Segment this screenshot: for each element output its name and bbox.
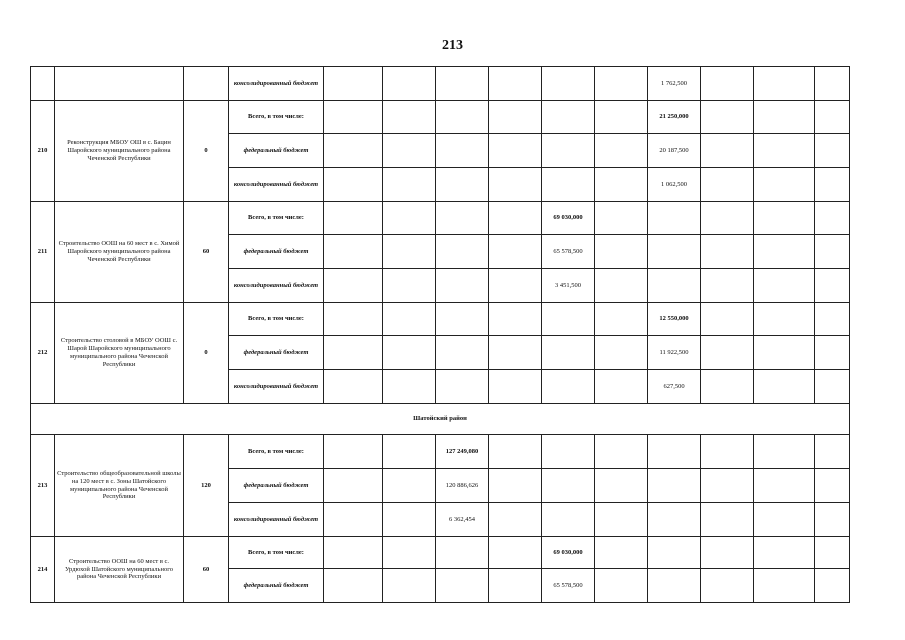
row-number: 211 — [31, 202, 55, 303]
source-federal: федеральный бюджет — [229, 469, 324, 503]
source-total: Всего, в том числе: — [229, 537, 324, 569]
capacity: 0 — [184, 303, 229, 404]
table-row — [31, 303, 850, 336]
table-row — [31, 202, 850, 235]
source-consolidated: консолидированный бюджет — [229, 503, 324, 537]
project-name: Строительство ООШ на 60 мест в с. Урдюхой Шатойского муниципального района Чеченской Республики — [55, 537, 184, 603]
project-name: Строительство ООШ на 60 мест в с. Химой Шаройского муниципального района Чеченской Республики — [55, 202, 184, 303]
table-row — [31, 537, 850, 569]
value-cell: 627,500 — [648, 370, 701, 404]
value-cell: 12 550,000 — [648, 303, 701, 336]
source-consolidated: консолидированный бюджет — [229, 370, 324, 404]
row-number: 210 — [31, 101, 55, 202]
project-name: Строительство столовой в МБОУ ООШ с. Шарой Шаройского муниципального муниципального района Чеченской Республики — [55, 303, 184, 404]
source-total: Всего, в том числе: — [229, 202, 324, 235]
value-cell: 65 578,500 — [542, 569, 595, 603]
budget-table — [30, 66, 850, 603]
value-cell: 1 762,500 — [648, 67, 701, 101]
row-number: 214 — [31, 537, 55, 603]
source-total: Всего, в том числе: — [229, 303, 324, 336]
value-cell: 21 250,000 — [648, 101, 701, 134]
table-row — [31, 67, 850, 101]
source-consolidated: консолидированный бюджет — [229, 269, 324, 303]
capacity: 0 — [184, 101, 229, 202]
value-cell: 3 451,500 — [542, 269, 595, 303]
row-number: 212 — [31, 303, 55, 404]
value-cell: 69 030,000 — [542, 537, 595, 569]
source-consolidated: консолидированный бюджет — [229, 168, 324, 202]
project-name: Реконструкция МБОУ ОШ в с. Бацин Шаройского муниципального района Чеченской Республики — [55, 101, 184, 202]
value-cell: 6 362,454 — [436, 503, 489, 537]
source-federal: федеральный бюджет — [229, 235, 324, 269]
source-federal: федеральный бюджет — [229, 134, 324, 168]
row-number: 213 — [31, 435, 55, 537]
value-cell: 1 062,500 — [648, 168, 701, 202]
value-cell: 127 249,080 — [436, 435, 489, 469]
source-consolidated: консолидированный бюджет — [229, 67, 324, 101]
page-number: 213 — [442, 38, 463, 53]
region-header: Шатойский район — [31, 404, 850, 435]
value-cell: 69 030,000 — [542, 202, 595, 235]
table-row — [31, 404, 850, 435]
value-cell: 120 886,626 — [436, 469, 489, 503]
source-total: Всего, в том числе: — [229, 101, 324, 134]
project-name: Строительство общеобразовательной школы на 120 мест в с. Зоны Шатойского муниципального района Чеченской Республики — [55, 435, 184, 537]
source-federal: федеральный бюджет — [229, 336, 324, 370]
value-cell: 20 187,500 — [648, 134, 701, 168]
table-row — [31, 435, 850, 469]
source-total: Всего, в том числе: — [229, 435, 324, 469]
capacity: 60 — [184, 537, 229, 603]
capacity: 120 — [184, 435, 229, 537]
table-row — [31, 101, 850, 134]
value-cell: 11 922,500 — [648, 336, 701, 370]
source-federal: федеральный бюджет — [229, 569, 324, 603]
value-cell: 65 578,500 — [542, 235, 595, 269]
capacity: 60 — [184, 202, 229, 303]
